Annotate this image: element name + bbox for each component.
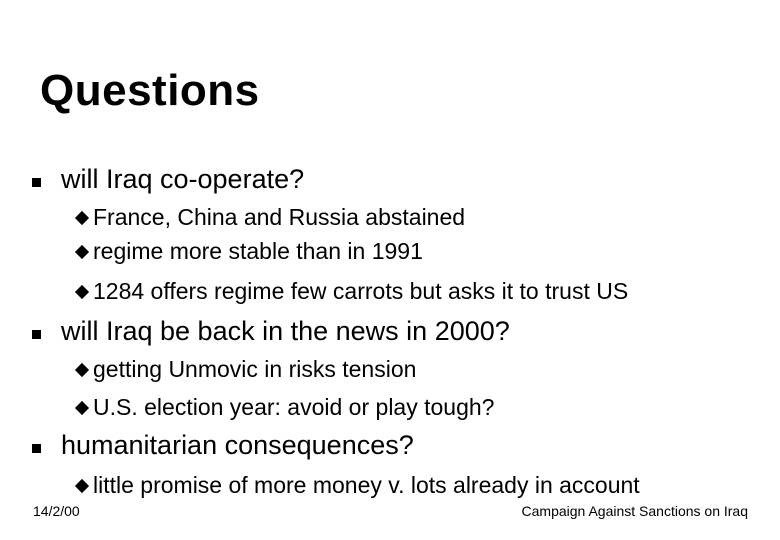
- diamond-bullet-icon: [75, 363, 89, 377]
- sub-bullet-text: France, China and Russia abstained: [93, 204, 466, 230]
- diamond-bullet-icon: [75, 285, 89, 299]
- slide-title: Questions: [40, 66, 260, 115]
- slide-footer-organization: Campaign Against Sanctions on Iraq: [521, 503, 748, 519]
- bullet-text: humanitarian consequences?: [61, 430, 414, 460]
- sub-bullet-text: regime more stable than in 1991: [93, 238, 423, 264]
- square-bullet-icon: [32, 178, 41, 187]
- diamond-bullet-icon: [75, 479, 89, 493]
- square-bullet-icon: [32, 444, 41, 453]
- diamond-bullet-icon: [75, 401, 89, 415]
- diamond-bullet-icon: [75, 211, 89, 225]
- sub-bullet-text: little promise of more money v. lots already in account: [93, 472, 640, 498]
- diamond-bullet-icon: [75, 245, 89, 259]
- bullet-text: will Iraq co-operate?: [61, 164, 305, 194]
- slide-date: 14/2/00: [33, 503, 80, 519]
- sub-bullet-text: U.S. election year: avoid or play tough?: [93, 394, 495, 420]
- square-bullet-icon: [32, 330, 41, 339]
- sub-bullet-text: getting Unmovic in risks tension: [93, 356, 417, 382]
- sub-bullet-text: 1284 offers regime few carrots but asks it to trust US: [93, 278, 629, 304]
- bullet-text: will Iraq be back in the news in 2000?: [61, 316, 510, 346]
